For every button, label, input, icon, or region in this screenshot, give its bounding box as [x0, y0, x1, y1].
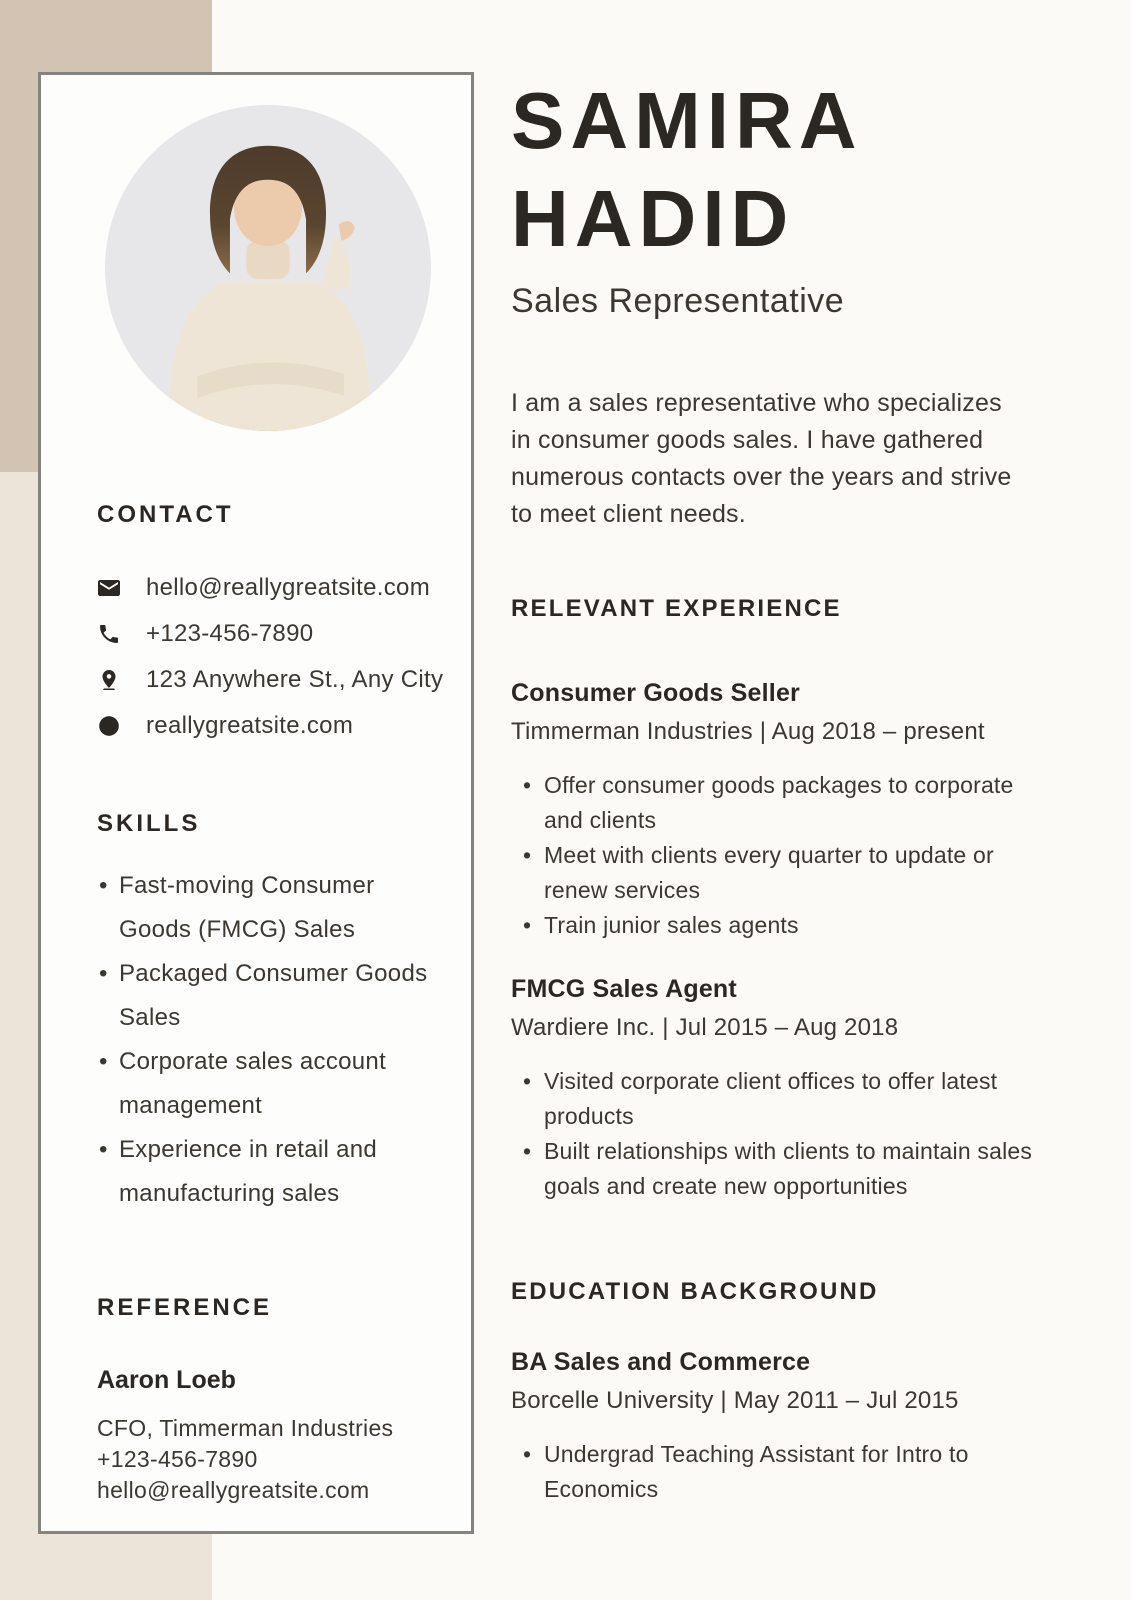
degree-title: BA Sales and Commerce — [511, 1348, 811, 1376]
skill-item: • Fast-moving Consumer Goods (FMCG) Sales — [97, 864, 445, 952]
job-title: Consumer Goods Seller — [511, 679, 800, 707]
education-meta: Borcelle University | May 2011 – Jul 2015 — [511, 1387, 959, 1414]
contact-text: hello@reallygreatsite.com — [146, 573, 430, 601]
skill-item: • Experience in retail and manufacturing sales — [97, 1128, 445, 1216]
education-entry — [511, 1348, 1077, 1507]
skills-list — [97, 864, 445, 1216]
education-bullets — [511, 1437, 1039, 1507]
job-bullet: • Train junior sales agents — [511, 908, 1039, 943]
job-bullet: • Offer consumer goods packages to corporate and clients — [511, 768, 1039, 838]
globe-icon — [97, 714, 121, 738]
person-title: Sales Representative — [511, 282, 845, 320]
reference-line: +123-456-7890 — [97, 1446, 258, 1472]
job-meta: Timmerman Industries | Aug 2018 – present — [511, 718, 985, 745]
contact-item-address — [97, 665, 445, 694]
contact-text: 123 Anywhere St., Any City — [146, 665, 444, 693]
education-heading: EDUCATION BACKGROUND — [511, 1278, 879, 1305]
job-bullet: • Visited corporate client offices to offer latest products — [511, 1064, 1039, 1134]
reference-heading: REFERENCE — [97, 1294, 273, 1321]
reference-details — [97, 1413, 445, 1506]
profile-photo-illustration — [105, 105, 431, 431]
experience-heading: RELEVANT EXPERIENCE — [511, 595, 842, 622]
person-name-line2: HADID — [511, 174, 795, 263]
job-meta: Wardiere Inc. | Jul 2015 – Aug 2018 — [511, 1014, 899, 1041]
main-column — [511, 0, 1077, 1507]
contact-item-website — [97, 711, 445, 740]
contact-text: +123-456-7890 — [146, 619, 314, 647]
phone-icon — [97, 622, 121, 646]
job-entry — [511, 975, 1077, 1204]
contact-item-phone — [97, 619, 445, 648]
email-icon — [97, 576, 121, 600]
profile-summary: I am a sales representative who specializes in consumer goods sales. I have gathered numerous contacts over the years and strive to meet client needs. — [511, 389, 1012, 528]
skill-item: • Packaged Consumer Goods Sales — [97, 952, 445, 1040]
location-icon — [97, 668, 121, 692]
skill-item: • Corporate sales account management — [97, 1040, 445, 1128]
profile-photo — [105, 105, 431, 431]
person-name-line1: SAMIRA — [511, 76, 863, 165]
job-title: FMCG Sales Agent — [511, 975, 737, 1003]
job-entry — [511, 679, 1077, 943]
person-name — [511, 72, 1077, 268]
job-bullet: • Meet with clients every quarter to update or renew services — [511, 838, 1039, 908]
contact-heading: CONTACT — [97, 501, 234, 528]
reference-name: Aaron Loeb — [97, 1366, 236, 1394]
contact-list — [97, 573, 445, 740]
job-bullet: • Built relationships with clients to maintain sales goals and create new opportunities — [511, 1134, 1039, 1204]
skills-heading: SKILLS — [97, 810, 201, 837]
sidebar-content — [41, 501, 471, 1506]
contact-item-email — [97, 573, 445, 602]
education-bullet: • Undergrad Teaching Assistant for Intro to Economics — [511, 1437, 1039, 1507]
sidebar-panel — [38, 72, 474, 1534]
reference-line: CFO, Timmerman Industries — [97, 1415, 394, 1441]
job-bullets — [511, 768, 1039, 943]
reference-line: hello@reallygreatsite.com — [97, 1477, 370, 1503]
job-bullets — [511, 1064, 1039, 1204]
contact-text: reallygreatsite.com — [146, 711, 354, 739]
